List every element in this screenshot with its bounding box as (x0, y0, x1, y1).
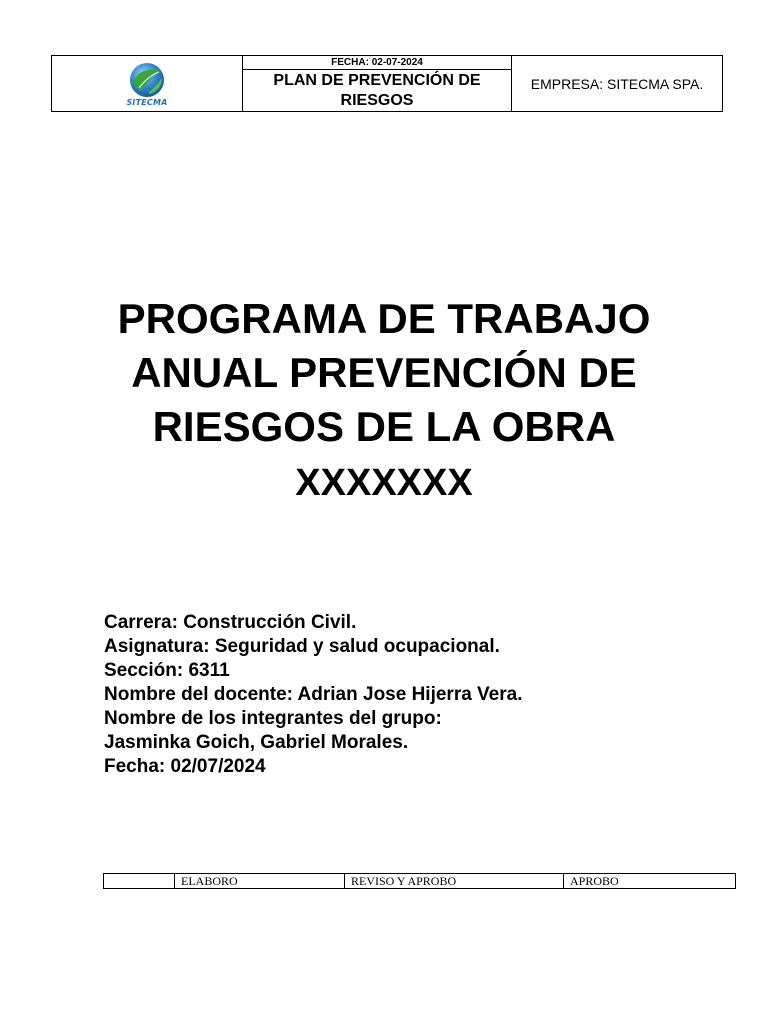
signature-col-aprobo: APROBO (564, 874, 736, 889)
signature-col-reviso: REVISO Y APROBO (345, 874, 564, 889)
signature-table (103, 873, 736, 889)
logo-wordmark: SITECMA (126, 98, 168, 107)
header-date: FECHA: 02-07-2024 (243, 57, 511, 70)
info-teacher: Nombre del docente: Adrian Jose Hijerra Vera. (104, 684, 523, 705)
info-members-label: Nombre de los integrantes del grupo: (104, 708, 442, 729)
logo-cell (52, 56, 243, 112)
globe-leaf-icon (127, 60, 167, 100)
signature-col-blank (104, 874, 175, 889)
header-table (51, 55, 723, 112)
document-title-block (60, 292, 708, 510)
plan-cell (243, 56, 512, 112)
document-title-suffix: XXXXXXX (295, 462, 473, 504)
document-title: PROGRAMA DE TRABAJO ANUAL PREVENCIÓN DE RIESGOS DE LA OBRA (117, 295, 651, 450)
signature-col-elaboro: ELABORO (175, 874, 345, 889)
info-members: Jasminka Goich, Gabriel Morales. (104, 732, 409, 753)
info-section: Sección: 6311 (104, 660, 230, 681)
info-subject: Asignatura: Seguridad y salud ocupacional. (104, 636, 500, 657)
document-info (104, 611, 523, 779)
info-date: Fecha: 02/07/2024 (104, 756, 266, 777)
info-career: Carrera: Construcción Civil. (104, 612, 357, 633)
plan-title: PLAN DE PREVENCIÓN DE RIESGOS (273, 71, 481, 109)
company-name: EMPRESA: SITECMA SPA. (512, 56, 723, 112)
company-logo (52, 60, 242, 107)
